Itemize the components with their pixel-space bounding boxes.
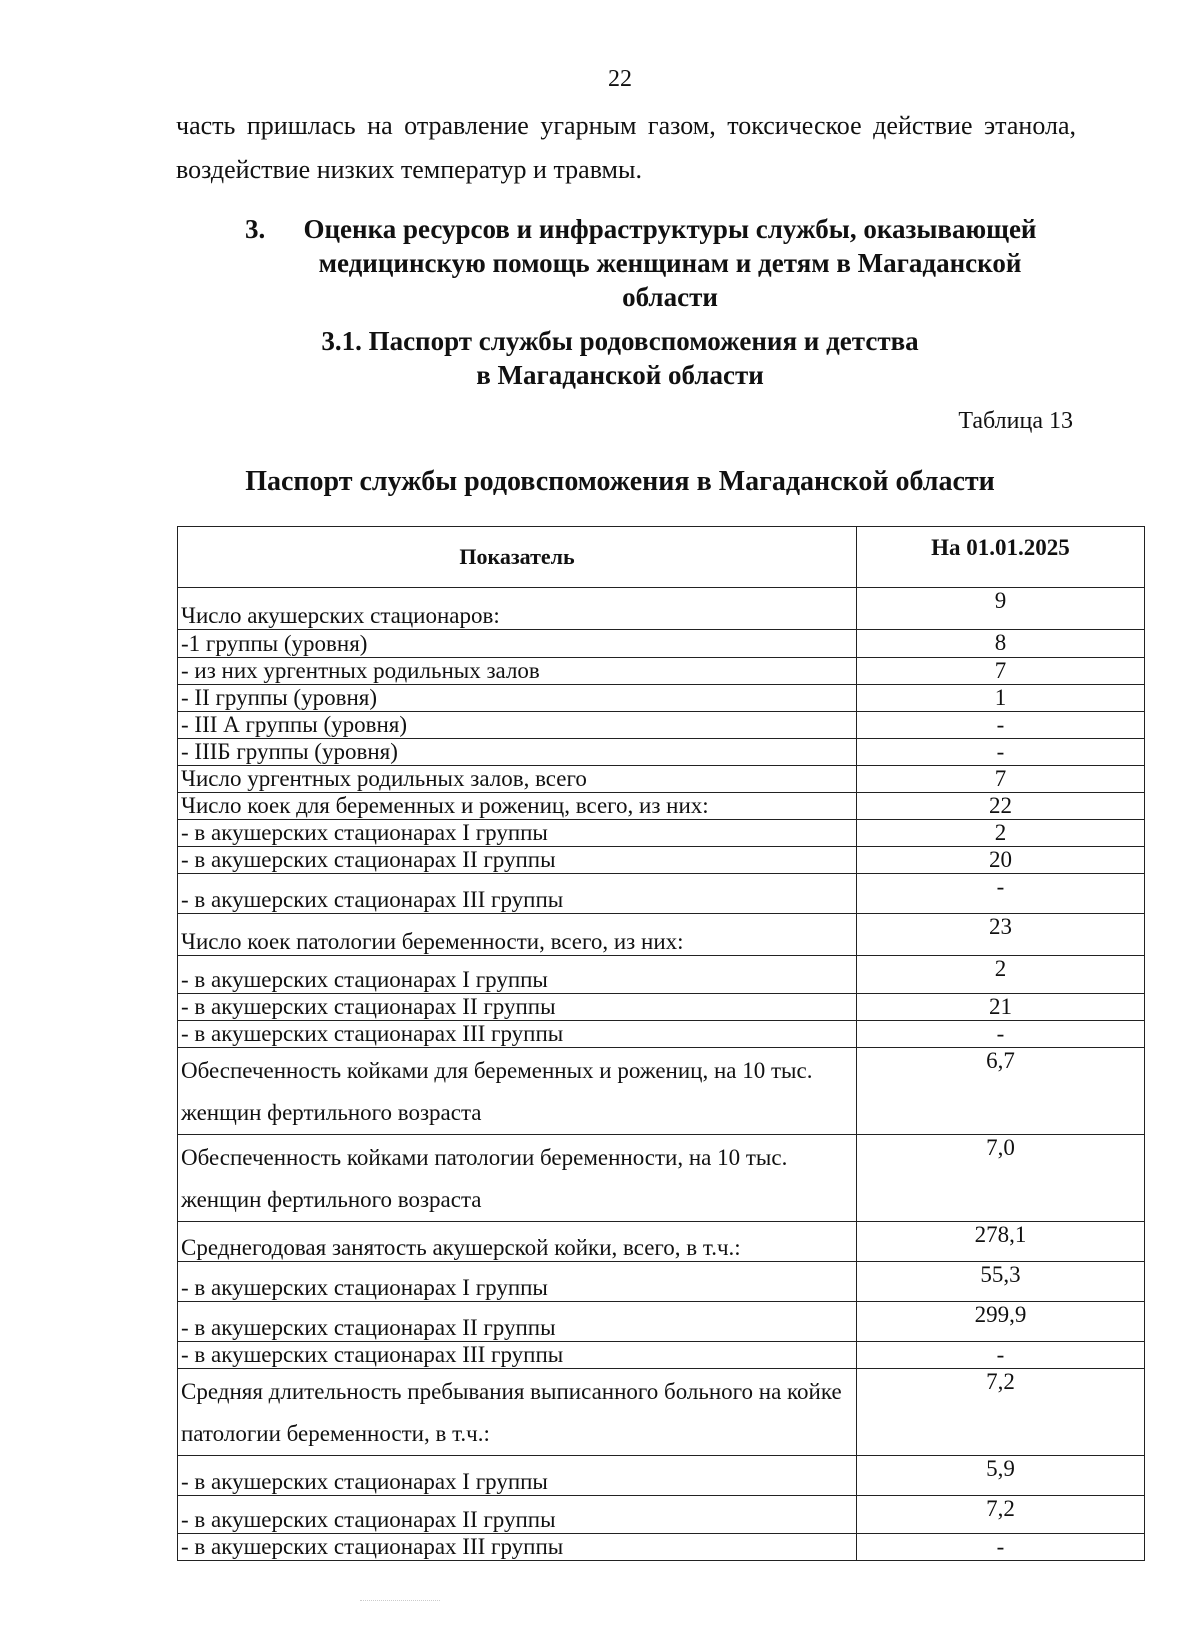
table-row: [178, 1222, 1145, 1262]
indicator-cell: - в акушерских стационарах II группы: [178, 1302, 857, 1342]
table-row: [178, 1456, 1145, 1496]
value-cell: 55,3: [857, 1262, 1145, 1302]
indicator-cell: Число коек для беременных и рожениц, всего, из них:: [178, 793, 857, 820]
passport-table: [177, 526, 1145, 1561]
subsection-title-line2: в Магаданской области: [476, 360, 764, 390]
value-cell: -: [857, 1342, 1145, 1369]
value-cell: -: [857, 1534, 1145, 1561]
value-cell: 7: [857, 658, 1145, 685]
section-heading: [245, 212, 1045, 314]
table-row: [178, 874, 1145, 914]
indicator-cell: - III А группы (уровня): [178, 712, 857, 739]
table-row: [178, 956, 1145, 994]
value-cell: 7,2: [857, 1496, 1145, 1534]
indicator-cell: Среднегодовая занятость акушерской койки, всего, в т.ч.:: [178, 1222, 857, 1262]
indicator-cell: - IIIБ группы (уровня): [178, 739, 857, 766]
value-cell: 6,7: [857, 1048, 1145, 1135]
value-cell: 21: [857, 994, 1145, 1021]
table-row: [178, 1262, 1145, 1302]
value-cell: 8: [857, 630, 1145, 658]
value-cell: 7: [857, 766, 1145, 793]
table-row: [178, 793, 1145, 820]
indicator-cell: - в акушерских стационарах II группы: [178, 994, 857, 1021]
indicator-cell: -1 группы (уровня): [178, 630, 857, 658]
value-cell: 7,2: [857, 1369, 1145, 1456]
table-row: [178, 630, 1145, 658]
table-row: [178, 1342, 1145, 1369]
table-row: [178, 994, 1145, 1021]
table-body: [178, 588, 1145, 1561]
value-cell: 2: [857, 820, 1145, 847]
indicator-cell: - в акушерских стационарах III группы: [178, 1342, 857, 1369]
indicator-cell: - в акушерских стационарах III группы: [178, 874, 857, 914]
value-cell: 20: [857, 847, 1145, 874]
table-row: [178, 1021, 1145, 1048]
value-cell: -: [857, 1021, 1145, 1048]
header-date: На 01.01.2025: [857, 527, 1145, 588]
table-row: [178, 1135, 1145, 1222]
page-number: 22: [608, 66, 632, 92]
table-label: Таблица 13: [958, 408, 1073, 434]
indicator-cell: Число коек патологии беременности, всего, из них:: [178, 914, 857, 956]
table-title: Паспорт службы родовспоможения в Магаданской области: [245, 466, 995, 497]
table-row: [178, 847, 1145, 874]
intro-paragraph: часть пришлась на отравление угарным газом, токсическое действие этанола, воздействие низких температур и травмы.: [176, 111, 1076, 184]
table-row: [178, 739, 1145, 766]
table-header-row: [178, 527, 1145, 588]
value-cell: 1: [857, 685, 1145, 712]
indicator-cell: Обеспеченность койками патологии беременности, на 10 тыс. женщин фертильного возраста: [178, 1135, 857, 1222]
section-number: 3.: [245, 214, 266, 244]
value-cell: 9: [857, 588, 1145, 630]
table-row: [178, 658, 1145, 685]
table-row: [178, 712, 1145, 739]
subsection-heading: [200, 324, 1040, 392]
indicator-cell: Число акушерских стационаров:: [178, 588, 857, 630]
indicator-cell: - II группы (уровня): [178, 685, 857, 712]
value-cell: 278,1: [857, 1222, 1145, 1262]
value-cell: 5,9: [857, 1456, 1145, 1496]
indicator-cell: Средняя длительность пребывания выписанного больного на койке патологии беременности, в т.ч.:: [178, 1369, 857, 1456]
indicator-cell: Обеспеченность койками для беременных и рожениц, на 10 тыс. женщин фертильного возраста: [178, 1048, 857, 1135]
indicator-cell: - в акушерских стационарах III группы: [178, 1534, 857, 1561]
value-cell: 2: [857, 956, 1145, 994]
table-row: [178, 820, 1145, 847]
subsection-title-line1: 3.1. Паспорт службы родовспоможения и детства: [321, 326, 919, 356]
value-cell: -: [857, 739, 1145, 766]
indicator-cell: - в акушерских стационарах I группы: [178, 820, 857, 847]
value-cell: -: [857, 874, 1145, 914]
table-row: [178, 1369, 1145, 1456]
table-row: [178, 1048, 1145, 1135]
value-cell: 23: [857, 914, 1145, 956]
indicator-cell: - в акушерских стационарах I группы: [178, 1456, 857, 1496]
table-row: [178, 766, 1145, 793]
table-row: [178, 1534, 1145, 1561]
table-row: [178, 588, 1145, 630]
table-row: [178, 1302, 1145, 1342]
value-cell: 22: [857, 793, 1145, 820]
indicator-cell: - в акушерских стационарах III группы: [178, 1021, 857, 1048]
value-cell: 299,9: [857, 1302, 1145, 1342]
header-indicator: Показатель: [178, 527, 857, 588]
value-cell: 7,0: [857, 1135, 1145, 1222]
indicator-cell: - в акушерских стационарах I группы: [178, 1262, 857, 1302]
table-row: [178, 914, 1145, 956]
table-row: [178, 685, 1145, 712]
indicator-cell: - в акушерских стационарах II группы: [178, 847, 857, 874]
section-title: Оценка ресурсов и инфраструктуры службы, оказывающей медицинскую помощь женщинам и детям в Магаданской области: [303, 214, 1037, 312]
indicator-cell: - из них ургентных родильных залов: [178, 658, 857, 685]
table-row: [178, 1496, 1145, 1534]
scan-artifact: [360, 1600, 440, 1601]
indicator-cell: - в акушерских стационарах I группы: [178, 956, 857, 994]
indicator-cell: - в акушерских стационарах II группы: [178, 1496, 857, 1534]
value-cell: -: [857, 712, 1145, 739]
indicator-cell: Число ургентных родильных залов, всего: [178, 766, 857, 793]
